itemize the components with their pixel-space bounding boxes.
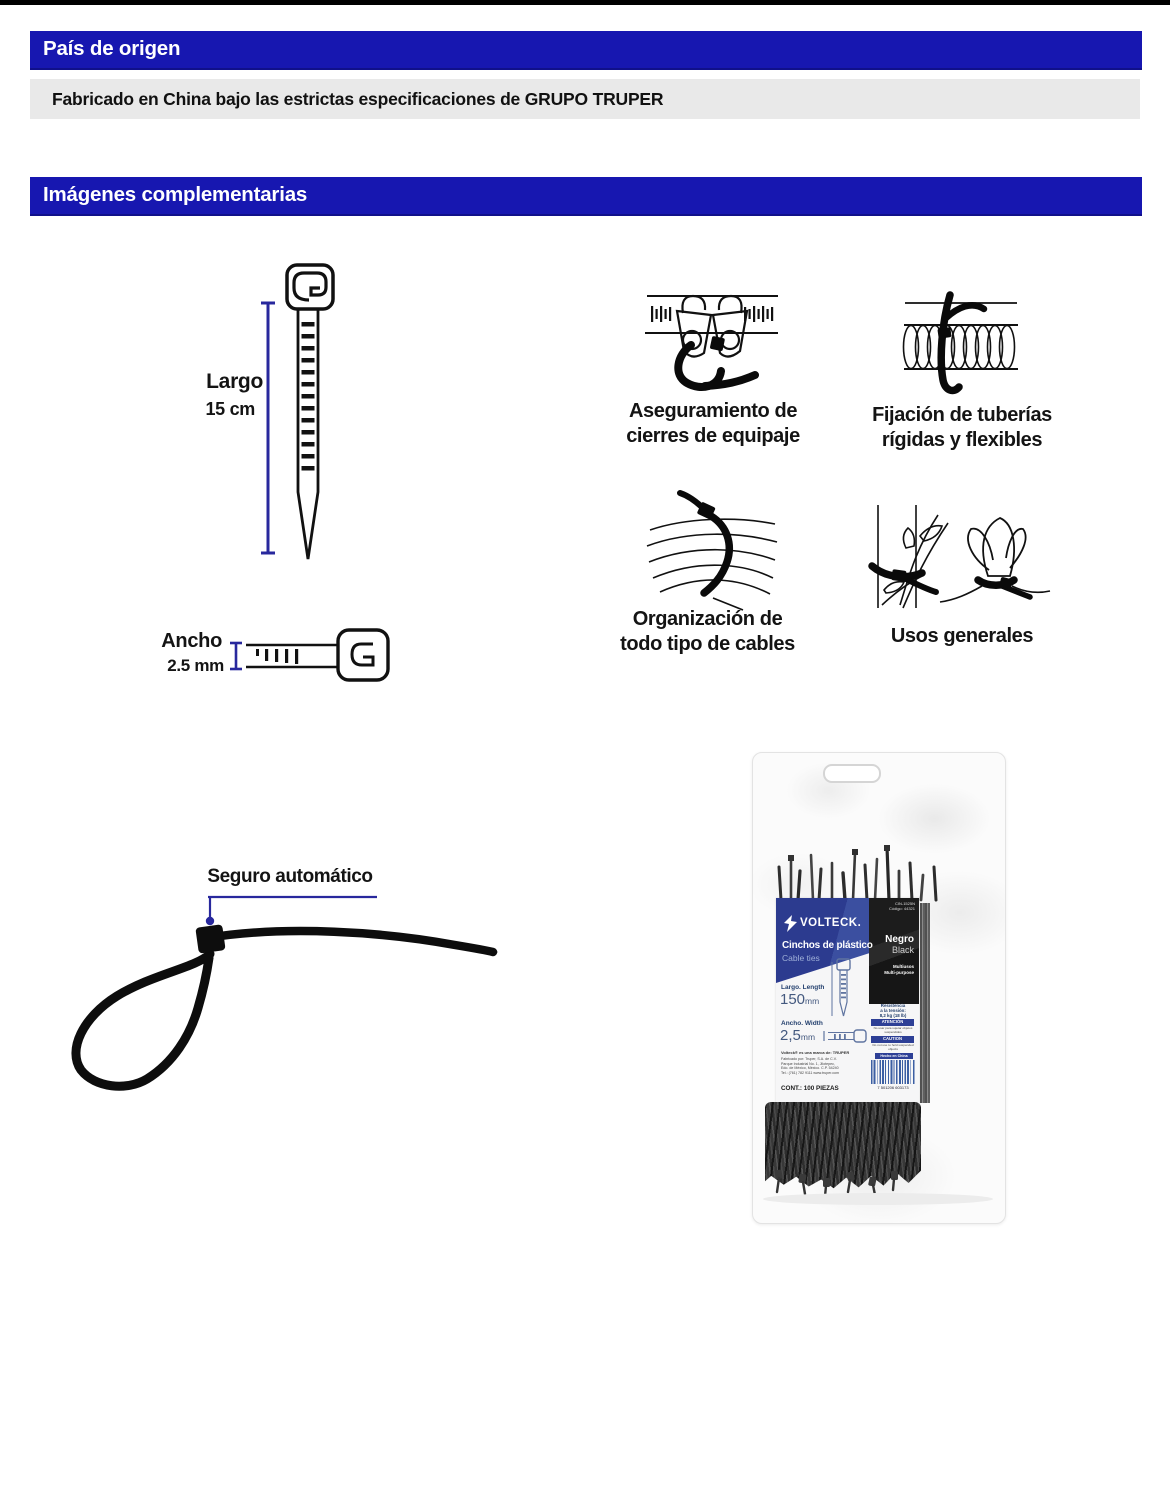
general-uses-illustration: [860, 490, 1070, 615]
top-border: [0, 0, 1170, 5]
attention-badge: ATENCIÓN: [871, 1019, 914, 1026]
color-en: Black: [891, 945, 914, 955]
caption-line: Aseguramiento de: [628, 400, 798, 422]
fine-print-line: Fabricado por: Truper, S.A. de C.V.: [781, 1057, 837, 1061]
pkg-length-unit: mm: [805, 996, 820, 1006]
tie-tips: [769, 845, 945, 900]
section-header-origin: [30, 31, 1142, 70]
pkg-length-num: 150: [780, 991, 806, 1008]
made-in-chip: Hecho en China: [875, 1053, 913, 1059]
cable-tie-photo: [55, 890, 505, 1095]
product-name-en: Cable ties: [782, 953, 820, 963]
hang-hole: [823, 764, 881, 783]
package-label: [776, 898, 919, 1104]
caution-note: Do not use to hold suspended objects: [872, 1043, 914, 1051]
caption-line: Organización de: [632, 608, 783, 630]
fine-print-line: Edo. de México, México. C.P. 54240: [781, 1066, 839, 1071]
volteck-bolt-icon: [782, 915, 799, 932]
tie-bundle-side: [920, 903, 930, 1103]
lock-label: Seguro automático: [207, 866, 373, 887]
width-label: Ancho: [161, 630, 222, 652]
brand-note: Volteck® es una marca de: TRUPER: [781, 1050, 850, 1055]
section-title: Imágenes complementarias: [43, 183, 308, 206]
model-code: CIN-1525N: [894, 901, 915, 906]
fine-print-line: Tel.: (761) 782 9111 www.truper.com: [781, 1070, 839, 1075]
use-caption-pipes: [862, 403, 1062, 453]
use-caption-general: [877, 624, 1047, 649]
caption-line: rígidas y flexibles: [881, 429, 1043, 451]
caption-line: cierres de equipaje: [626, 425, 800, 447]
caution-badge: CAUTION: [871, 1036, 914, 1043]
pkg-width-unit: mm: [800, 1032, 816, 1042]
caption-line: Usos generales: [890, 625, 1034, 647]
use-caption-cables: [610, 607, 805, 657]
content-count: CONT.: 100 PIEZAS: [781, 1085, 839, 1092]
pkg-width-num: 2,5: [780, 1027, 801, 1044]
cable-tie-width-illustration: [225, 622, 395, 684]
product-package-photo: [752, 752, 1006, 1224]
caption-line: todo tipo de cables: [620, 633, 795, 655]
origin-statement: Fabricado en China bajo las estrictas especificaciones de GRUPO TRUPER: [52, 89, 664, 109]
color-es: Negro: [885, 934, 914, 945]
callout-dot: [206, 917, 214, 925]
mini-tie-vertical-icon: [829, 958, 853, 1020]
length-label: Largo: [206, 370, 263, 393]
origin-statement-box: [30, 79, 1140, 119]
pkg-length-label: Largo. Length: [781, 984, 825, 991]
barcode: [871, 1060, 915, 1084]
resistance-line: a la tensión:: [880, 1008, 906, 1014]
pkg-width-label: Ancho. Width: [781, 1020, 823, 1027]
multi-es: Multiusos: [893, 964, 914, 969]
mini-tie-horizontal-icon: [820, 1029, 868, 1043]
bag-crease: [763, 1193, 993, 1205]
cables-illustration: [625, 480, 805, 610]
length-value: 15 cm: [205, 399, 255, 419]
use-caption-luggage: [618, 399, 808, 449]
width-value: 2.5 mm: [167, 656, 224, 675]
resistance-line: Resistencia: [880, 1003, 906, 1008]
tie-head: [195, 924, 225, 954]
sku-code: Código: 44321: [888, 906, 915, 911]
cable-tie-length-illustration: [250, 252, 350, 567]
multi-en: Multi-purpose: [884, 969, 914, 975]
pipes-illustration: [880, 288, 1050, 398]
caption-line: Fijación de tuberías: [872, 404, 1052, 426]
attention-note: No usar para sujetar objetos suspendidos: [873, 1026, 913, 1034]
brand-name: VOLTECK.: [800, 917, 862, 929]
section-header-images: [30, 177, 1142, 216]
barcode-digits: 7 501206 603173: [877, 1085, 909, 1090]
fine-print-line: Parque Industrial No. 1, Jilotepec,: [781, 1061, 835, 1066]
resistance-line: 8,2 kg (18 lb): [879, 1013, 907, 1019]
luggage-zipper-illustration: [625, 283, 805, 398]
product-name-es: Cinchos de plástico: [782, 940, 873, 951]
section-title: País de origen: [43, 37, 181, 60]
